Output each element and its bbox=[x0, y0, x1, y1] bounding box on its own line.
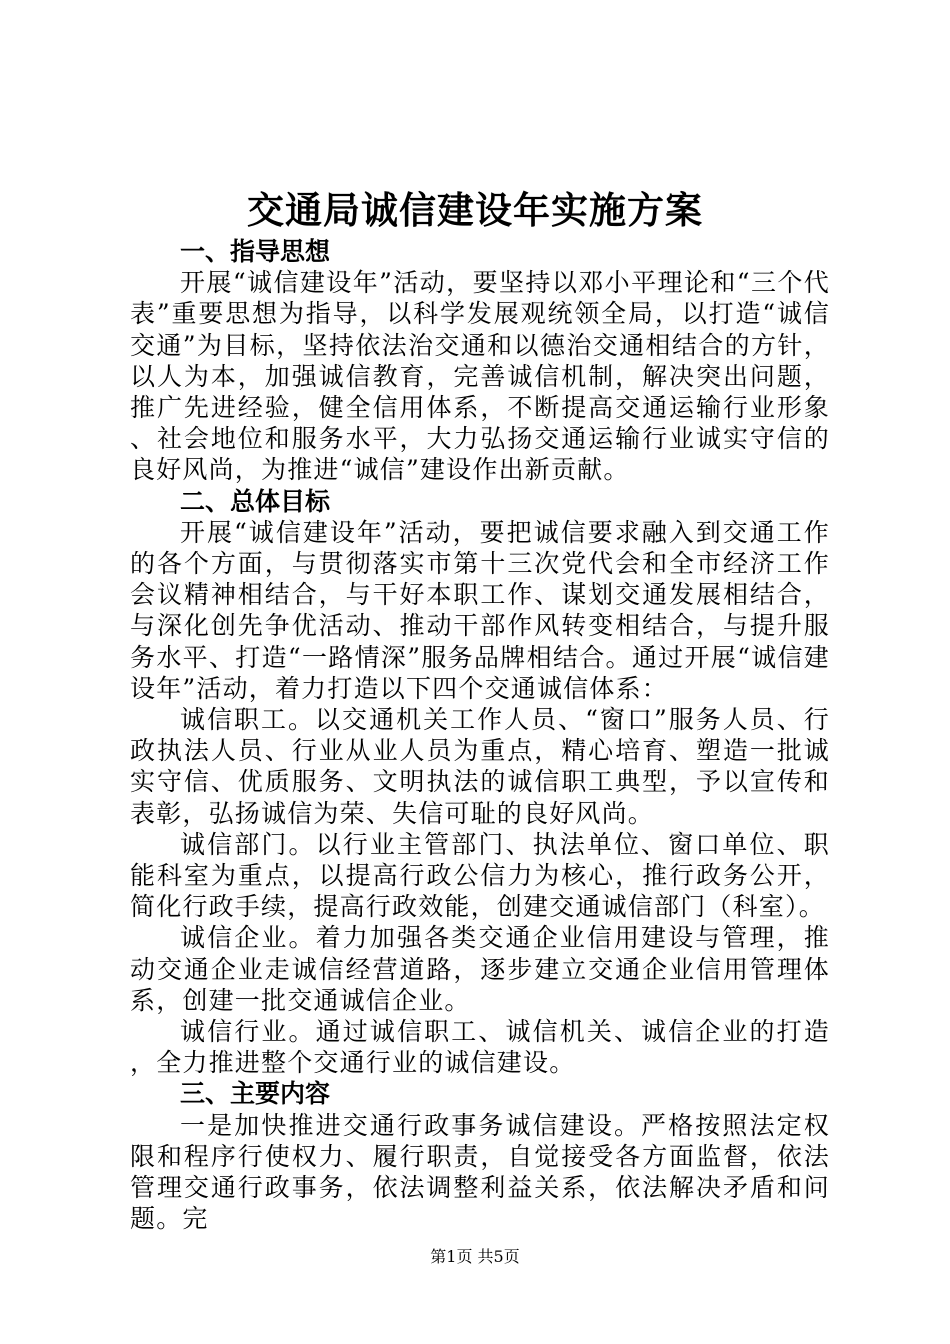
paragraph: 诚信企业。着力加强各类交通企业信用建设与管理，推动交通企业走诚信经营道路，逐步建立交通企业信用管理体系，创建一批交通诚信企业。 bbox=[130, 923, 830, 1015]
document-title: 交通局诚信建设年实施方案 bbox=[247, 188, 703, 232]
section-heading: 三、主要内容 bbox=[180, 1079, 331, 1109]
document-body bbox=[130, 236, 830, 1235]
paragraph: 开展“诚信建设年”活动，要把诚信要求融入到交通工作的各个方面，与贯彻落实市第十三次党代会和全市经济工作会议精神相结合，与干好本职工作、谋划交通发展相结合，与深化创先争优活动、推动干部作风转变相结合，与提升服务水平、打造“一路情深”服务品牌相结合。通过开展“诚信建设年”活动，着力打造以下四个交通诚信体系： bbox=[130, 517, 830, 703]
paragraph: 诚信行业。通过诚信职工、诚信机关、诚信企业的打造，全力推进整个交通行业的诚信建设。 bbox=[130, 1017, 830, 1078]
paragraph: 诚信职工。以交通机关工作人员、“窗口”服务人员、行政执法人员、行业从业人员为重点，精心培育、塑造一批诚实守信、优质服务、文明执法的诚信职工典型，予以宣传和表彰，弘扬诚信为荣、失信可耻的良好风尚。 bbox=[130, 705, 830, 828]
paragraph: 一是加快推进交通行政事务诚信建设。严格按照法定权限和程序行使权力、履行职责，自觉接受各方面监督，依法管理交通行政事务，依法调整利益关系，依法解决矛盾和问题。完 bbox=[130, 1110, 830, 1234]
paragraph: 诚信部门。以行业主管部门、执法单位、窗口单位、职能科室为重点，以提高行政公信力为核心，推行政务公开，简化行政手续，提高行政效能，创建交通诚信部门（科室）。 bbox=[130, 829, 830, 922]
paragraph: 开展“诚信建设年”活动，要坚持以邓小平理论和“三个代表”重要思想为指导，以科学发展观统领全局，以打造“诚信交通”为目标，坚持依法治交通和以德治交通相结合的方针，以人为本，加强诚信教育，完善诚信机制，解决突出问题，推广先进经验，健全信用体系，不断提高交通运输行业形象、社会地位和服务水平，大力弘扬交通运输行业诚实守信的良好风尚，为推进“诚信”建设作出新贡献。 bbox=[130, 268, 830, 485]
section-heading: 二、总体目标 bbox=[180, 486, 331, 516]
page-number-footer: 第1页 共5页 bbox=[430, 1247, 520, 1266]
section-heading: 一、指导思想 bbox=[180, 237, 331, 266]
